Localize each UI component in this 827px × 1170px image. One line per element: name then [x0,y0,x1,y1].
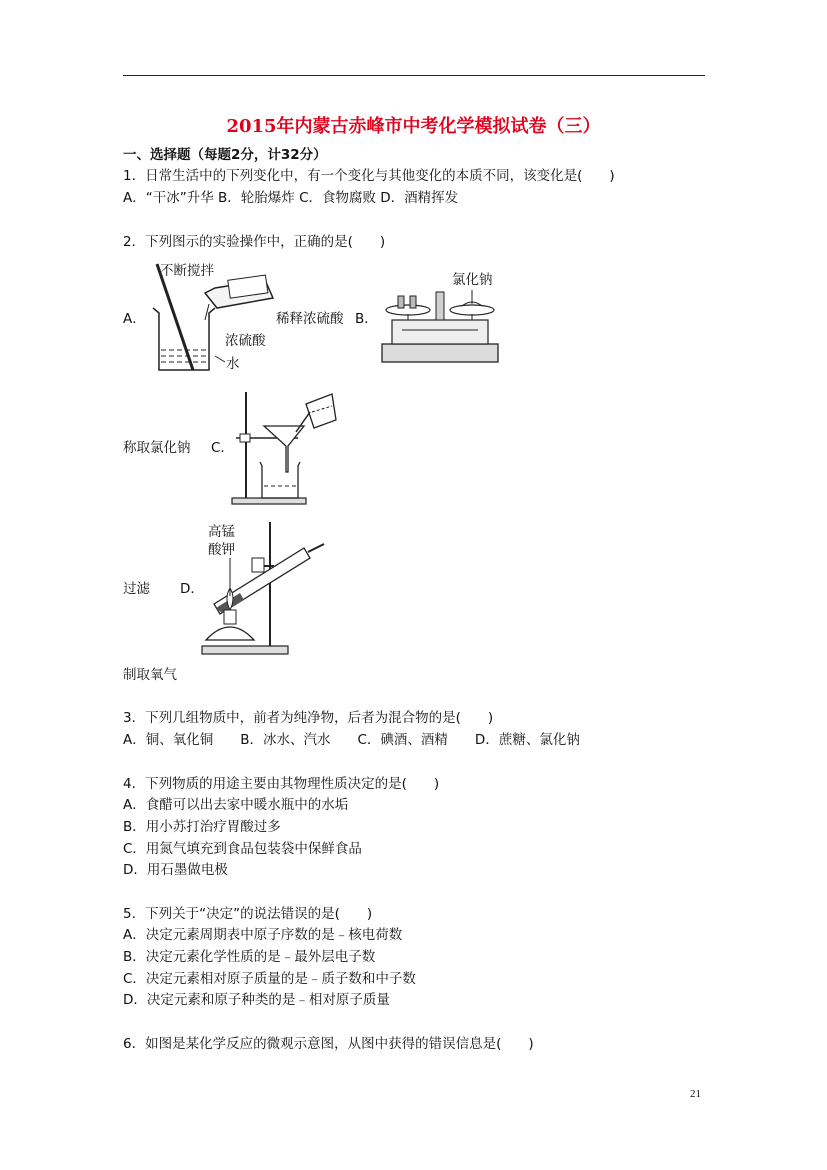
label-kmno4-1: 高锰 [208,524,235,540]
label-dilute-acid: 稀释浓硫酸 [276,311,344,327]
option-a-letter: A． [123,311,146,327]
question-1-stem: 1．日常生活中的下列变化中，有一个变化与其他变化的本质不同，该变化是( ) [123,168,615,184]
option-d-letter: D． [180,581,204,597]
question-3-stem: 3．下列几组物质中，前者为纯净物，后者为混合物的是( ) [123,710,494,726]
caption-b: 称取氯化钠 [123,440,191,456]
caption-d: 制取氧气 [123,667,177,683]
question-4-option-a: A．食醋可以出去家中暖水瓶中的水垢 [123,797,349,813]
label-kmno4-2: 酸钾 [208,542,235,558]
caption-c: 过滤 [123,581,150,597]
question-5-stem: 5．下列关于“决定”的说法错误的是( ) [123,906,373,922]
label-sodium-chloride: 氯化钠 [452,272,493,288]
question-6-stem: 6．如图是某化学反应的微观示意图，从图中获得的错误信息是( ) [123,1036,534,1052]
question-2-stem: 2．下列图示的实验操作中，正确的是( ) [123,234,386,250]
question-5-option-b: B．决定元素化学性质的是﹣最外层电子数 [123,949,376,965]
header-rule [123,75,705,76]
question-4-option-c: C．用氮气填充到食品包装袋中保鲜食品 [123,841,362,857]
question-5-option-a: A．决定元素周期表中原子序数的是﹣核电荷数 [123,927,403,943]
figure-filtration [228,386,340,506]
question-5-option-d: D．决定元素和原子种类的是﹣相对原子质量 [123,992,390,1008]
section-heading: 一、选择题（每题2分，计32分） [123,147,327,163]
option-b-letter: B． [355,311,378,327]
page-number: 21 [690,1088,701,1100]
question-3-options: A．铜、氧化铜 B．冰水、汽水 C．碘酒、酒精 D．蔗糖、氯化钠 [123,732,580,748]
question-4-stem: 4．下列物质的用途主要由其物理性质决定的是( ) [123,776,440,792]
question-4-option-d: D．用石墨做电极 [123,862,228,878]
label-stir: 不断搅拌 [160,263,214,279]
question-5-option-c: C．决定元素相对原子质量的是﹣质子数和中子数 [123,971,416,987]
question-1-options: A．“干冰”升华 B．轮胎爆炸 C．食物腐败 D．酒精挥发 [123,190,459,206]
page-title: 2015年内蒙古赤峰市中考化学模拟试卷（三） [226,116,601,137]
label-acid: 浓硫酸 [225,333,266,349]
option-c-letter: C． [211,440,234,456]
question-4-option-b: B．用小苏打治疗胃酸过多 [123,819,281,835]
label-water: 水 [226,356,240,372]
